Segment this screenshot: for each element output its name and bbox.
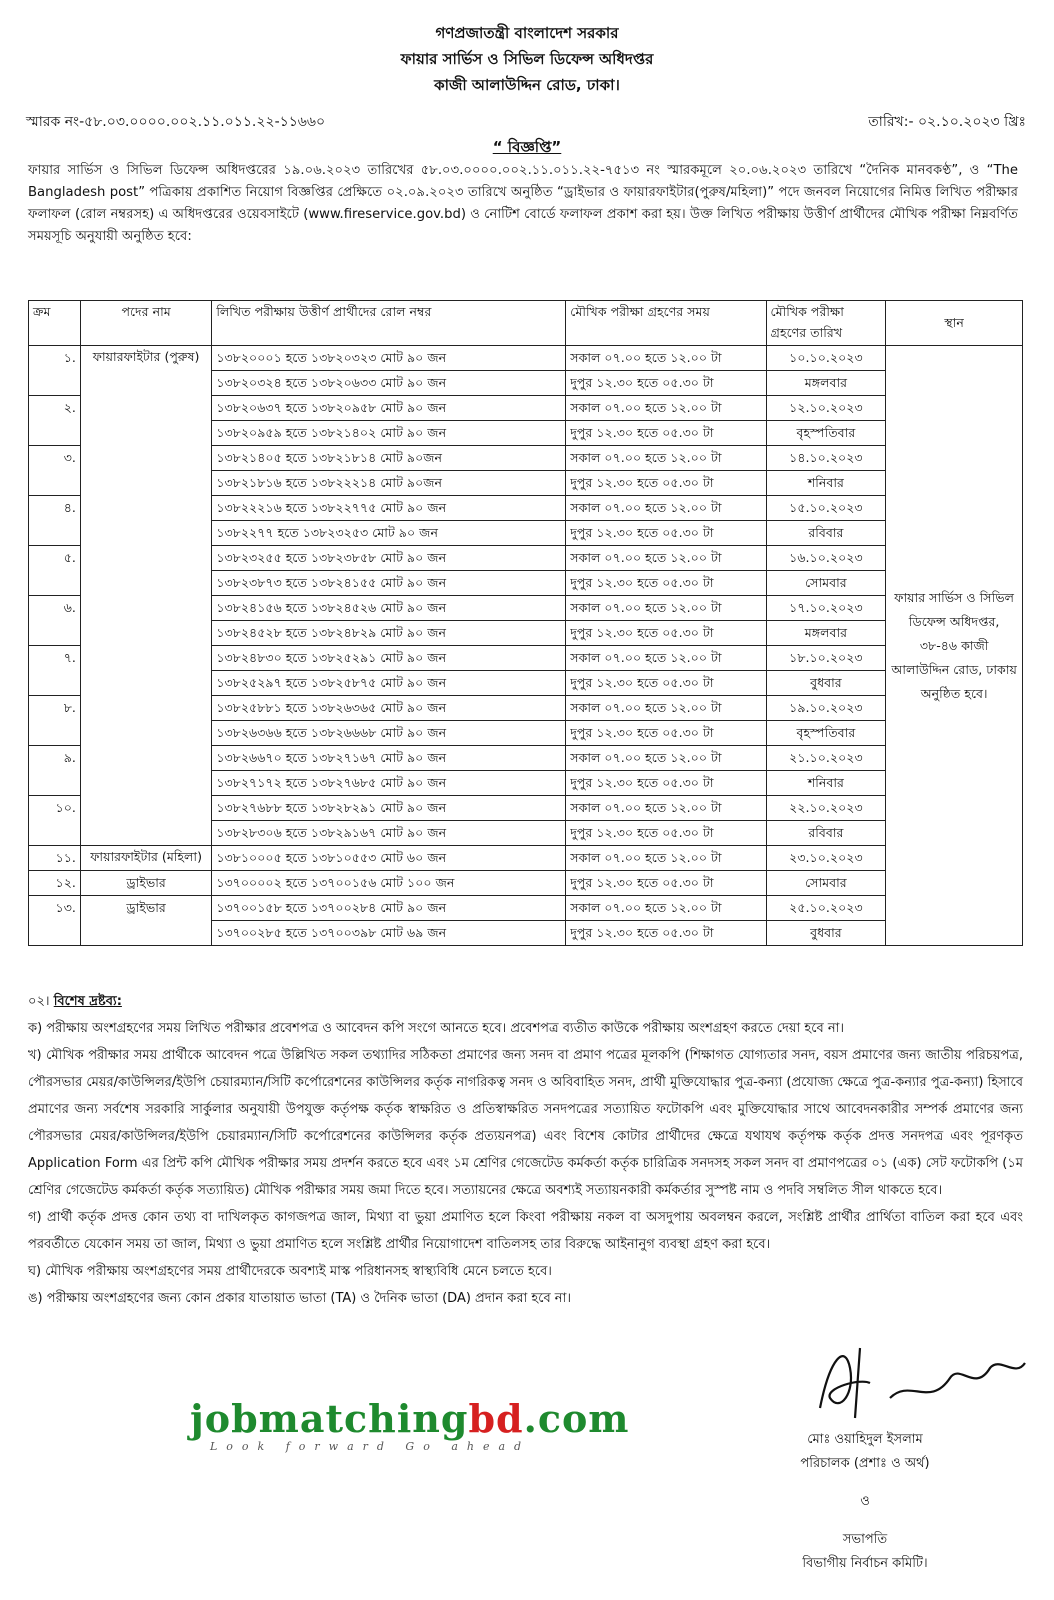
note-item-kha: খ) মৌখিক পরীক্ষার সময় প্রার্থীকে আবেদন পত্রে উল্লিখিত সকল তথ্যাদির সঠিকতা প্রমাণের জন্য সনদ বা প্রমাণ পত্রের মূলকপি (শিক্ষাগত যোগ্যতার সনদ, বয়স প্রমাণের জন্য জাতীয় পরিচয়পত্র, পৌরসভার মেয়র/কাউন্সিলর/ইউপি চেয়ারম্যান/সিটি কর্পোরেশনের কাউন্সিলর কর্তৃক নাগরিকত্ব সনদ ও অবিবাহিত সনদ, প্রার্থী মুক্তিযোদ্ধার পুত্র-কন্যা (প্রযোজ্য ক্ষেত্রে পুত্র-কন্যার পুত্র-কন্যা) হিসাবে প্রমাণের জন্য সর্বশেষ সরকারি সার্কুলার অনুযায়ী উপযুক্ত কর্তৃপক্ষ কর্তৃক স্বাক্ষরিত ও প্রতিস্বাক্ষরিত সনদপত্রের সত্যায়িত ফটোকপি এবং মুক্তিযোদ্ধার সাথে আবেদনকারীর সম্পর্ক প্রমাণের জন্য পৌরসভার মেয়র/কাউন্সিলর/ইউপি চেয়ারম্যান/সিটি কর্পোরেশনের কাউন্সিলর কর্তৃক প্রত্যয়নপত্র) এবং বিশেষ কোটার প্রার্থীদের ক্ষেত্রে যথাযথ কর্তৃপক্ষ কর্তৃক প্রদত্ত সনদপত্র এবং পূরণকৃত Application Form এর প্রিন্ট কপি মৌখিক পরীক্ষার সময় প্রদর্শন করতে হবে এবং ১ম শ্রেণির গেজেটেড কর্মকর্তা কর্তৃক চারিত্রিক সনদসহ সকল সনদ বা প্রমাণপত্রের ০১ (এক) সেট ফটোকপি (১ম শ্রেণির গেজেটেড কর্মকর্তা কর্তৃক সত্যায়িত) মৌখিক পরীক্ষার সময় জমা দিতে হবে। সত্যায়নের ক্ষেত্রে অবশ্যই সত্যায়নকারী কর্মকর্তার সুস্পষ্ট নাম ও পদবি সম্বলিত সীল থাকতে হবে।	[28, 1048, 1023, 1198]
roll-cell: ১৩৮২৭১৭২ হতে ১৩৮২৭৬৮৫ মোট ৯০ জন	[212, 771, 566, 796]
roll-cell: ১৩৮২৫৮৮১ হতে ১৩৮২৬৩৬৫ মোট ৯০ জন	[212, 696, 566, 721]
time-cell: দুপুর ১২.৩০ হতে ০৫.৩০ টা	[566, 671, 766, 696]
roll-cell: ১৩৮২০৯৫৯ হতে ১৩৮২১৪০২ মোট ৯০ জন	[212, 421, 566, 446]
day-cell: শনিবার	[766, 771, 886, 796]
roll-cell: ১৩৮২২৭৭ হতে ১৩৮২৩২৫৩ মোট ৯০ জন	[212, 521, 566, 546]
date-cell: ১৬.১০.২০২৩	[766, 546, 886, 571]
time-cell: সকাল ০৭.০০ হতে ১২.০০ টা	[566, 596, 766, 621]
signatory-committee: বিভাগীয় নির্বাচন কমিটি।	[802, 1556, 928, 1571]
time-cell: সকাল ০৭.০০ হতে ১২.০০ টা	[566, 446, 766, 471]
date-cell: ১৪.১০.২০২৩	[766, 446, 886, 471]
time-cell: দুপুর ১২.৩০ হতে ০৫.৩০ টা	[566, 621, 766, 646]
logo-part-jobmatching: jobmatching	[190, 1396, 469, 1441]
day-cell: বৃহস্পতিবার	[766, 721, 886, 746]
day-cell: সোমবার	[766, 571, 886, 596]
day-cell: বুধবার	[766, 671, 886, 696]
date-cell: ২৫.১০.২০২৩	[766, 896, 886, 921]
header-address: কাজী আলাউদ্দিন রোড, ঢাকা।	[434, 76, 620, 94]
serial-cell: ২.	[29, 396, 81, 446]
serial-cell: ১.	[29, 346, 81, 396]
notice-intro: ফায়ার সার্ভিস ও সিভিল ডিফেন্স অধিদপ্তরের ১৯.০৬.২০২৩ তারিখের ৫৮.০৩.০০০০.০০২.১১.০১১.২২-৭৫১৩ নং স্মারকমূলে ২০.০৬.২০২৩ তারিখে “দৈনিক মানবকণ্ঠ”, ও “The Bangladesh post” পত্রিকায় প্রকাশিত নিয়োগ বিজ্ঞপ্তির প্রেক্ষিতে ০২.০৯.২০২৩ তারিখে অনুষ্ঠিত “ড্রাইভার ও ফায়ারফাইটার(পুরুষ/মহিলা)” পদে জনবল নিয়োগের নিমিত্ত লিখিত পরীক্ষার ফলাফল (রোল নম্বরসহ) এ অধিদপ্তরের ওয়েবসাইটে (www.fireservice.gov.bd) ও নোটিশ বোর্ডে ফলাফল প্রকাশ করা হয়। উক্ত লিখিত পরীক্ষায় উত্তীর্ণ প্রার্থীদের মৌখিক পরীক্ষা নিম্নবর্ণিত সময়সূচি অনুযায়ী অনুষ্ঠিত হবে:	[28, 163, 1018, 244]
day-cell: রবিবার	[766, 821, 886, 846]
date-cell: ১৭.১০.২০২৩	[766, 596, 886, 621]
roll-cell: ১৩৮২৬৩৬৬ হতে ১৩৮২৬৬৬৮ মোট ৯০ জন	[212, 721, 566, 746]
date-cell: ২২.১০.২০২৩	[766, 796, 886, 821]
serial-cell: ১২.	[29, 871, 81, 896]
signatory-name: মোঃ ওয়াহিদুল ইসলাম	[807, 1432, 923, 1447]
time-cell: সকাল ০৭.০০ হতে ১২.০০ টা	[566, 696, 766, 721]
day-cell: রবিবার	[766, 521, 886, 546]
signature-icon	[800, 1338, 1030, 1428]
time-cell: দুপুর ১২.৩০ হতে ০৫.৩০ টা	[566, 371, 766, 396]
time-cell: সকাল ০৭.০০ হতে ১২.০০ টা	[566, 896, 766, 921]
header-roll: লিখিত পরীক্ষায় উত্তীর্ণ প্রার্থীদের রোল নম্বর	[212, 301, 566, 346]
place-cell: ফায়ার সার্ভিস ও সিভিল ডিফেন্স অধিদপ্তর, ৩৮-৪৬ কাজী আলাউদ্দিন রোড, ঢাকায় অনুষ্ঠিত হবে।	[886, 346, 1023, 946]
post-cell: ড্রাইভার	[80, 871, 211, 896]
table-header-row	[29, 301, 1023, 346]
post-cell: ড্রাইভার	[80, 896, 211, 946]
time-cell: দুপুর ১২.৩০ হতে ০৫.৩০ টা	[566, 421, 766, 446]
time-cell: দুপুর ১২.৩০ হতে ০৫.৩০ টা	[566, 471, 766, 496]
day-cell: সোমবার	[766, 871, 886, 896]
notes-heading-number: ০২।	[28, 994, 50, 1009]
roll-cell: ১৩৮২৭৬৮৮ হতে ১৩৮২৮২৯১ মোট ৯০ জন	[212, 796, 566, 821]
special-notes	[28, 988, 1023, 1312]
time-cell: সকাল ০৭.০০ হতে ১২.০০ টা	[566, 546, 766, 571]
time-cell: সকাল ০৭.০০ হতে ১২.০০ টা	[566, 846, 766, 871]
table-row	[29, 346, 1023, 371]
day-cell: মঙ্গলবার	[766, 371, 886, 396]
time-cell: সকাল ০৭.০০ হতে ১২.০০ টা	[566, 496, 766, 521]
serial-cell: ৩.	[29, 446, 81, 496]
logo-part-com: .com	[523, 1396, 630, 1441]
table-row	[29, 871, 1023, 896]
date-cell: ১০.১০.২০২৩	[766, 346, 886, 371]
roll-cell: ১৩৭০০০০২ হতে ১৩৭০০১৫৬ মোট ১০০ জন	[212, 871, 566, 896]
roll-cell: ১৩৮২৪১৫৬ হতে ১৩৮২৪৫২৬ মোট ৯০ জন	[212, 596, 566, 621]
time-cell: সকাল ০৭.০০ হতে ১২.০০ টা	[566, 646, 766, 671]
date-cell: ২১.১০.২০২৩	[766, 746, 886, 771]
header-serial: ক্রম	[29, 301, 81, 346]
roll-cell: ১৩৮২৬৬৭০ হতে ১৩৮২৭১৬৭ মোট ৯০ জন	[212, 746, 566, 771]
header-department: ফায়ার সার্ভিস ও সিভিল ডিফেন্স অধিদপ্তর	[400, 50, 654, 68]
memo-date: তারিখ:- ০২.১০.২০২৩ খ্রিঃ	[868, 114, 1026, 130]
time-cell: সকাল ০৭.০০ হতে ১২.০০ টা	[566, 796, 766, 821]
day-cell: মঙ্গলবার	[766, 621, 886, 646]
post-cell: ফায়ারফাইটার (মহিলা)	[80, 846, 211, 871]
roll-cell: ১৩৭০০২৮৫ হতে ১৩৭০০৩৯৮ মোট ৬৯ জন	[212, 921, 566, 946]
roll-cell: ১৩৮২৪৫২৮ হতে ১৩৮২৪৮২৯ মোট ৯০ জন	[212, 621, 566, 646]
header-date: মৌখিক পরীক্ষা গ্রহণের তারিখ	[766, 301, 886, 346]
header-government: গণপ্রজাতন্ত্রী বাংলাদেশ সরকার	[435, 24, 619, 42]
notice-title: “ বিজ্ঞপ্তি”	[492, 138, 562, 156]
serial-cell: ৬.	[29, 596, 81, 646]
signatory-designation: পরিচালক (প্রশাঃ ও অর্থ)	[800, 1456, 930, 1471]
memo-number: স্মারক নং-৫৮.০৩.০০০০.০০২.১১.০১১.২২-১১৬৬০	[26, 114, 326, 130]
table-row	[29, 846, 1023, 871]
header-post: পদের নাম	[80, 301, 211, 346]
note-item-gha: ঘ) মৌখিক পরীক্ষায় অংশগ্রহণের সময় প্রার্থীদেরকে অবশ্যই মাস্ক পরিধানসহ স্বাস্থ্যবিধি মেনে চলতে হবে।	[28, 1264, 552, 1279]
time-cell: দুপুর ১২.৩০ হতে ০৫.৩০ টা	[566, 821, 766, 846]
logo-part-bd: bd	[468, 1396, 524, 1441]
roll-cell: ১৩৮২৮৩০৬ হতে ১৩৮২৯১৬৭ মোট ৯০ জন	[212, 821, 566, 846]
note-item-ga: গ) প্রার্থী কর্তৃক প্রদত্ত কোন তথ্য বা দাখিলকৃত কাগজপত্র জাল, মিথ্যা বা ভুয়া প্রমাণিত হলে কিংবা পরীক্ষায় নকল বা অসদুপায় অবলম্বন করলে, সংশ্লিষ্ট প্রার্থীর প্রার্থিতা বাতিল করা হবে এবং পরবর্তীতে যেকোন সময় তা জাল, মিথ্যা ও ভুয়া প্রমাণিত হলে সংশ্লিষ্ট প্রার্থীর নিয়োগাদেশ বাতিলসহ তার বিরুদ্ধে আইনানুগ ব্যবস্থা গ্রহণ করা হবে।	[28, 1210, 1023, 1252]
post-cell: ফায়ারফাইটার (পুরুষ)	[80, 346, 211, 846]
header-place: স্থান	[886, 301, 1023, 346]
time-cell: দুপুর ১২.৩০ হতে ০৫.৩০ টা	[566, 871, 766, 896]
serial-cell: ১০.	[29, 796, 81, 846]
time-cell: সকাল ০৭.০০ হতে ১২.০০ টা	[566, 346, 766, 371]
header-time: মৌখিক পরীক্ষা গ্রহণের সময়	[566, 301, 766, 346]
roll-cell: ১৩৮২৩৮৭৩ হতে ১৩৮২৪১৫৫ মোট ৯০ জন	[212, 571, 566, 596]
serial-cell: ৮.	[29, 696, 81, 746]
roll-cell: ১৩৮২০৬৩৭ হতে ১৩৮২০৯৫৮ মোট ৯০ জন	[212, 396, 566, 421]
time-cell: দুপুর ১২.৩০ হতে ০৫.৩০ টা	[566, 721, 766, 746]
roll-cell: ১৩৮২০০০১ হতে ১৩৮২০৩২৩ মোট ৯০ জন	[212, 346, 566, 371]
date-cell: ১৮.১০.২০২৩	[766, 646, 886, 671]
serial-cell: ৯.	[29, 746, 81, 796]
time-cell: দুপুর ১২.৩০ হতে ০৫.৩০ টা	[566, 921, 766, 946]
roll-cell: ১৩৮২১৮১৬ হতে ১৩৮২২২১৪ মোট ৯০জন	[212, 471, 566, 496]
day-cell: বৃহস্পতিবার	[766, 421, 886, 446]
watermark-tagline: Look forward Go ahead	[210, 1440, 531, 1453]
serial-cell: ৫.	[29, 546, 81, 596]
roll-cell: ১৩৮২৫২৯৭ হতে ১৩৮২৫৮৭৫ মোট ৯০ জন	[212, 671, 566, 696]
time-cell: সকাল ০৭.০০ হতে ১২.০০ টা	[566, 396, 766, 421]
date-cell: ১৫.১০.২০২৩	[766, 496, 886, 521]
note-item-uma: ঙ) পরীক্ষায় অংশগ্রহণের জন্য কোন প্রকার যাতায়াত ভাতা (TA) ও দৈনিক ভাতা (DA) প্রদান করা হবে না।	[28, 1291, 571, 1306]
roll-cell: ১৩৮২২২১৬ হতে ১৩৮২২৭৭৫ মোট ৯০ জন	[212, 496, 566, 521]
serial-cell: ১৩.	[29, 896, 81, 946]
roll-cell: ১৩৮১০০০৫ হতে ১৩৮১০৫৫৩ মোট ৬০ জন	[212, 846, 566, 871]
day-cell: বুধবার	[766, 921, 886, 946]
notes-heading-text: বিশেষ দ্রষ্টব্য:	[53, 994, 122, 1009]
serial-cell: ৭.	[29, 646, 81, 696]
date-cell: ২৩.১০.২০২৩	[766, 846, 886, 871]
notes-heading	[28, 988, 1023, 1015]
note-item-ka: ক) পরীক্ষায় অংশগ্রহণের সময় লিখিত পরীক্ষার প্রবেশপত্র ও আবেদন কপি সংগে আনতে হবে। প্রবেশপত্র ব্যতীত কাউকে পরীক্ষায় অংশগ্রহণ করতে দেয়া হবে না।	[28, 1021, 845, 1036]
serial-cell: ৪.	[29, 496, 81, 546]
time-cell: দুপুর ১২.৩০ হতে ০৫.৩০ টা	[566, 771, 766, 796]
roll-cell: ১৩৮২৩২৫৫ হতে ১৩৮২৩৮৫৮ মোট ৯০ জন	[212, 546, 566, 571]
time-cell: সকাল ০৭.০০ হতে ১২.০০ টা	[566, 746, 766, 771]
time-cell: দুপুর ১২.৩০ হতে ০৫.৩০ টা	[566, 521, 766, 546]
date-cell: ১২.১০.২০২৩	[766, 396, 886, 421]
serial-cell: ১১.	[29, 846, 81, 871]
time-cell: দুপুর ১২.৩০ হতে ০৫.৩০ টা	[566, 571, 766, 596]
viva-schedule-table	[28, 300, 1023, 946]
roll-cell: ১৩৮২১৪০৫ হতে ১৩৮২১৮১৪ মোট ৯০জন	[212, 446, 566, 471]
signatory-role: সভাপতি	[842, 1532, 888, 1547]
roll-cell: ১৩৭০০১৫৮ হতে ১৩৭০০২৮৪ মোট ৯০ জন	[212, 896, 566, 921]
signatory-and: ও	[860, 1494, 870, 1509]
date-cell: ১৯.১০.২০২৩	[766, 696, 886, 721]
watermark-logo	[190, 1396, 630, 1441]
roll-cell: ১৩৮২০৩২৪ হতে ১৩৮২০৬৩৩ মোট ৯০ জন	[212, 371, 566, 396]
roll-cell: ১৩৮২৪৮৩০ হতে ১৩৮২৫২৯১ মোট ৯০ জন	[212, 646, 566, 671]
day-cell: শনিবার	[766, 471, 886, 496]
table-row	[29, 896, 1023, 921]
